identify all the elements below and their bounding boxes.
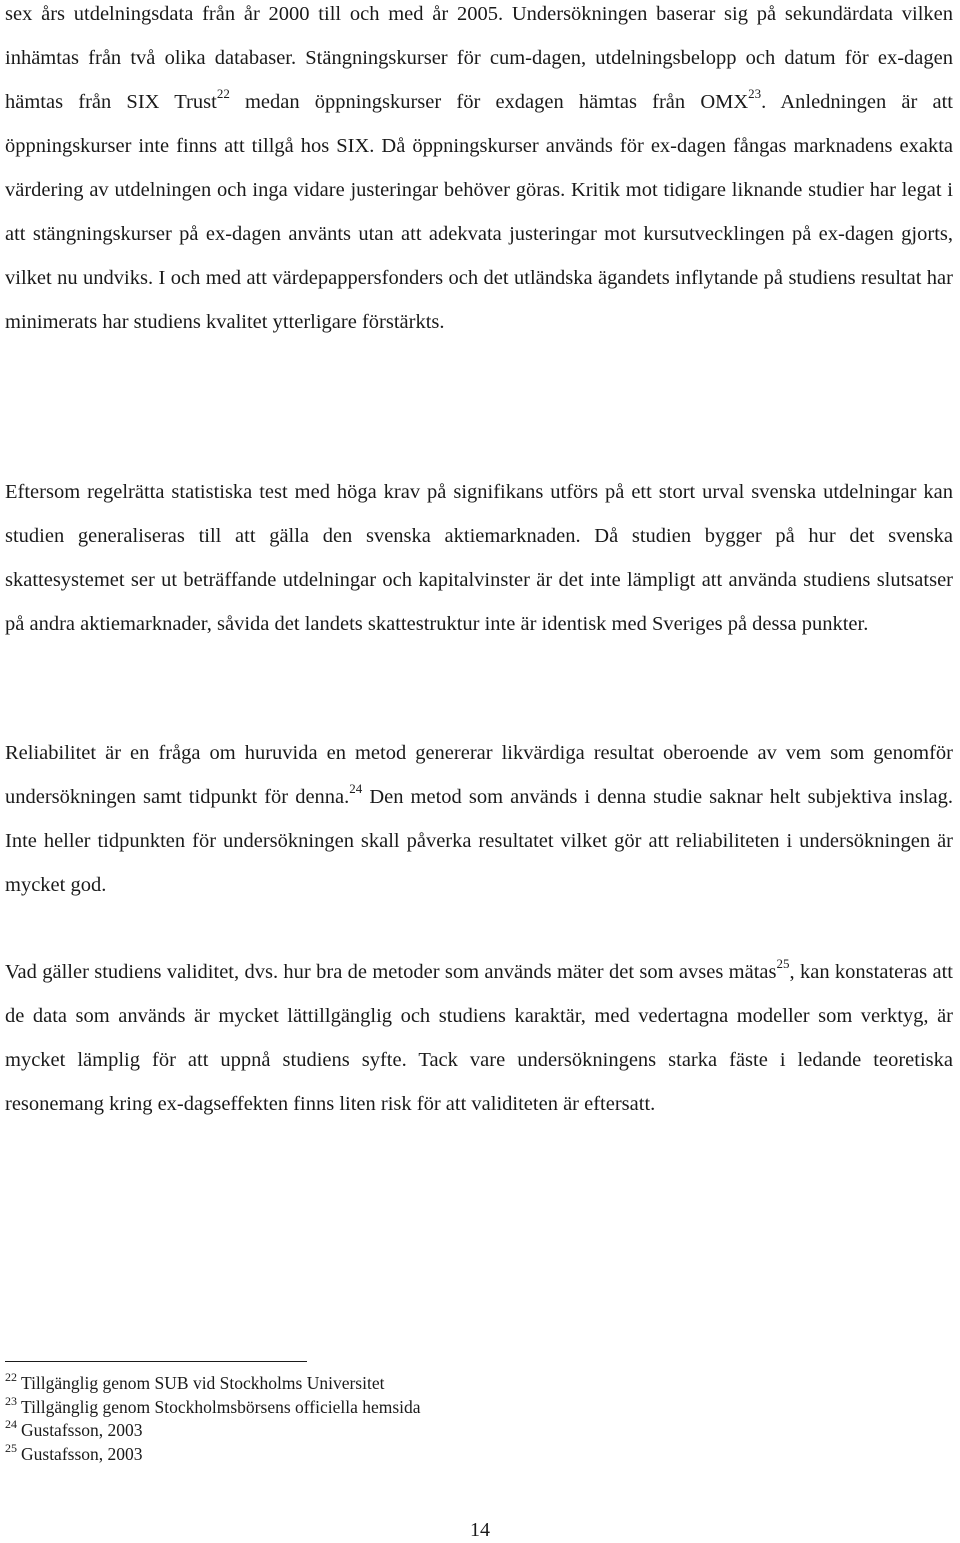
footnote-number: 25 xyxy=(5,1440,17,1455)
paragraph-text: . Anledningen är att öppningskurser inte finns att tillgå hos SIX. Då öppningskurser används för ex-dagen fångas marknadens exakta värdering av utdelningen och inga vidare justeringar behöver göras. Kritik mot tidigare liknande studier har legat i att stängningskurser på ex-dagen använts utan att adekvata justeringar mot kursutvecklingen på ex-dagen gjorts, vilket nu undviks. I och med att värdepappersfonders och det utländska ägandets inflytande på studiens resultat har minimerats har studiens kvalitet ytterligare förstärkts. xyxy=(5,91,953,333)
paragraph-text: sex års utdelningsdata från år 2000 till och med år 2005. Undersökningen baserar sig på sekundärdata vilken inhämtas från två olika databaser. Stängningskurser för cum-dagen, utdelningsbelopp och datum för ex-dagen hämtas från SIX Trust xyxy=(5,3,953,113)
footnote-number: 23 xyxy=(5,1393,17,1408)
paragraph-text: , kan konstateras att de data som används är mycket lättillgänglig och studiens karaktär, med vedertagna modeller som verktyg, är mycket lämplig för att uppnå studiens syfte. Tack vare undersökningens starka fäste i ledande teoretiska resonemang kring ex-dagseffekten finns liten risk för att validiteten är eftersatt. xyxy=(5,961,953,1115)
paragraph-text: Reliabilitet är en fråga om huruvida en metod genererar likvärdiga resultat oberoende av vem som genomför undersökningen samt tidpunkt för denna. xyxy=(5,742,953,808)
footnote-reference[interactable]: 24 xyxy=(349,781,363,797)
paragraph-text: Vad gäller studiens validitet, dvs. hur bra de metoder som används mäter det som avses mätas xyxy=(5,961,777,983)
footnote-text: Tillgänglig genom SUB vid Stockholms Universitet xyxy=(21,1373,385,1393)
footnote-reference[interactable]: 22 xyxy=(216,86,230,102)
footnotes xyxy=(5,1372,705,1466)
footnote-reference[interactable]: 23 xyxy=(748,86,762,102)
paragraph-generalisation xyxy=(5,470,953,646)
paragraph-text: Den metod som används i denna studie saknar helt subjektiva inslag. Inte heller tidpunkten för undersökningen skall påverka resultatet vilket gör att reliabiliteten i undersökningen är mycket god. xyxy=(5,786,953,896)
footnote-item xyxy=(5,1419,705,1443)
paragraph-text: medan öppningskurser för exdagen hämtas från OMX xyxy=(229,91,749,113)
paragraph-text: Eftersom regelrätta statistiska test med höga krav på signifikans utförs på ett stort urval svenska utdelningar kan studien generaliseras till att gälla den svenska aktiemarknaden. Då studien bygger på hur det svenska skattesystemet ser ut beträffande utdelningar och kapitalvinster är det inte lämpligt att använda studiens slutsatser på andra aktiemarknader, såvida det landets skattestruktur inte är identisk med Sveriges på dessa punkter. xyxy=(5,481,953,635)
paragraph-reliability xyxy=(5,731,953,907)
footnote-number: 22 xyxy=(5,1370,17,1385)
footnote-separator xyxy=(5,1361,307,1362)
footnote-item xyxy=(5,1393,705,1420)
page-number: 14 xyxy=(470,1519,490,1541)
footnote-number: 24 xyxy=(5,1417,17,1432)
footnote-text: Gustafsson, 2003 xyxy=(21,1443,143,1464)
footnote-text: Gustafsson, 2003 xyxy=(21,1420,143,1440)
paragraph-validity xyxy=(5,950,953,1126)
footnote-text: Tillgänglig genom Stockholmsbörsens officiella hemsida xyxy=(21,1396,421,1417)
footnote-item xyxy=(5,1372,705,1396)
footnote-item xyxy=(5,1440,705,1467)
paragraph-data-collection xyxy=(5,0,953,344)
footnote-reference[interactable]: 25 xyxy=(776,956,790,972)
